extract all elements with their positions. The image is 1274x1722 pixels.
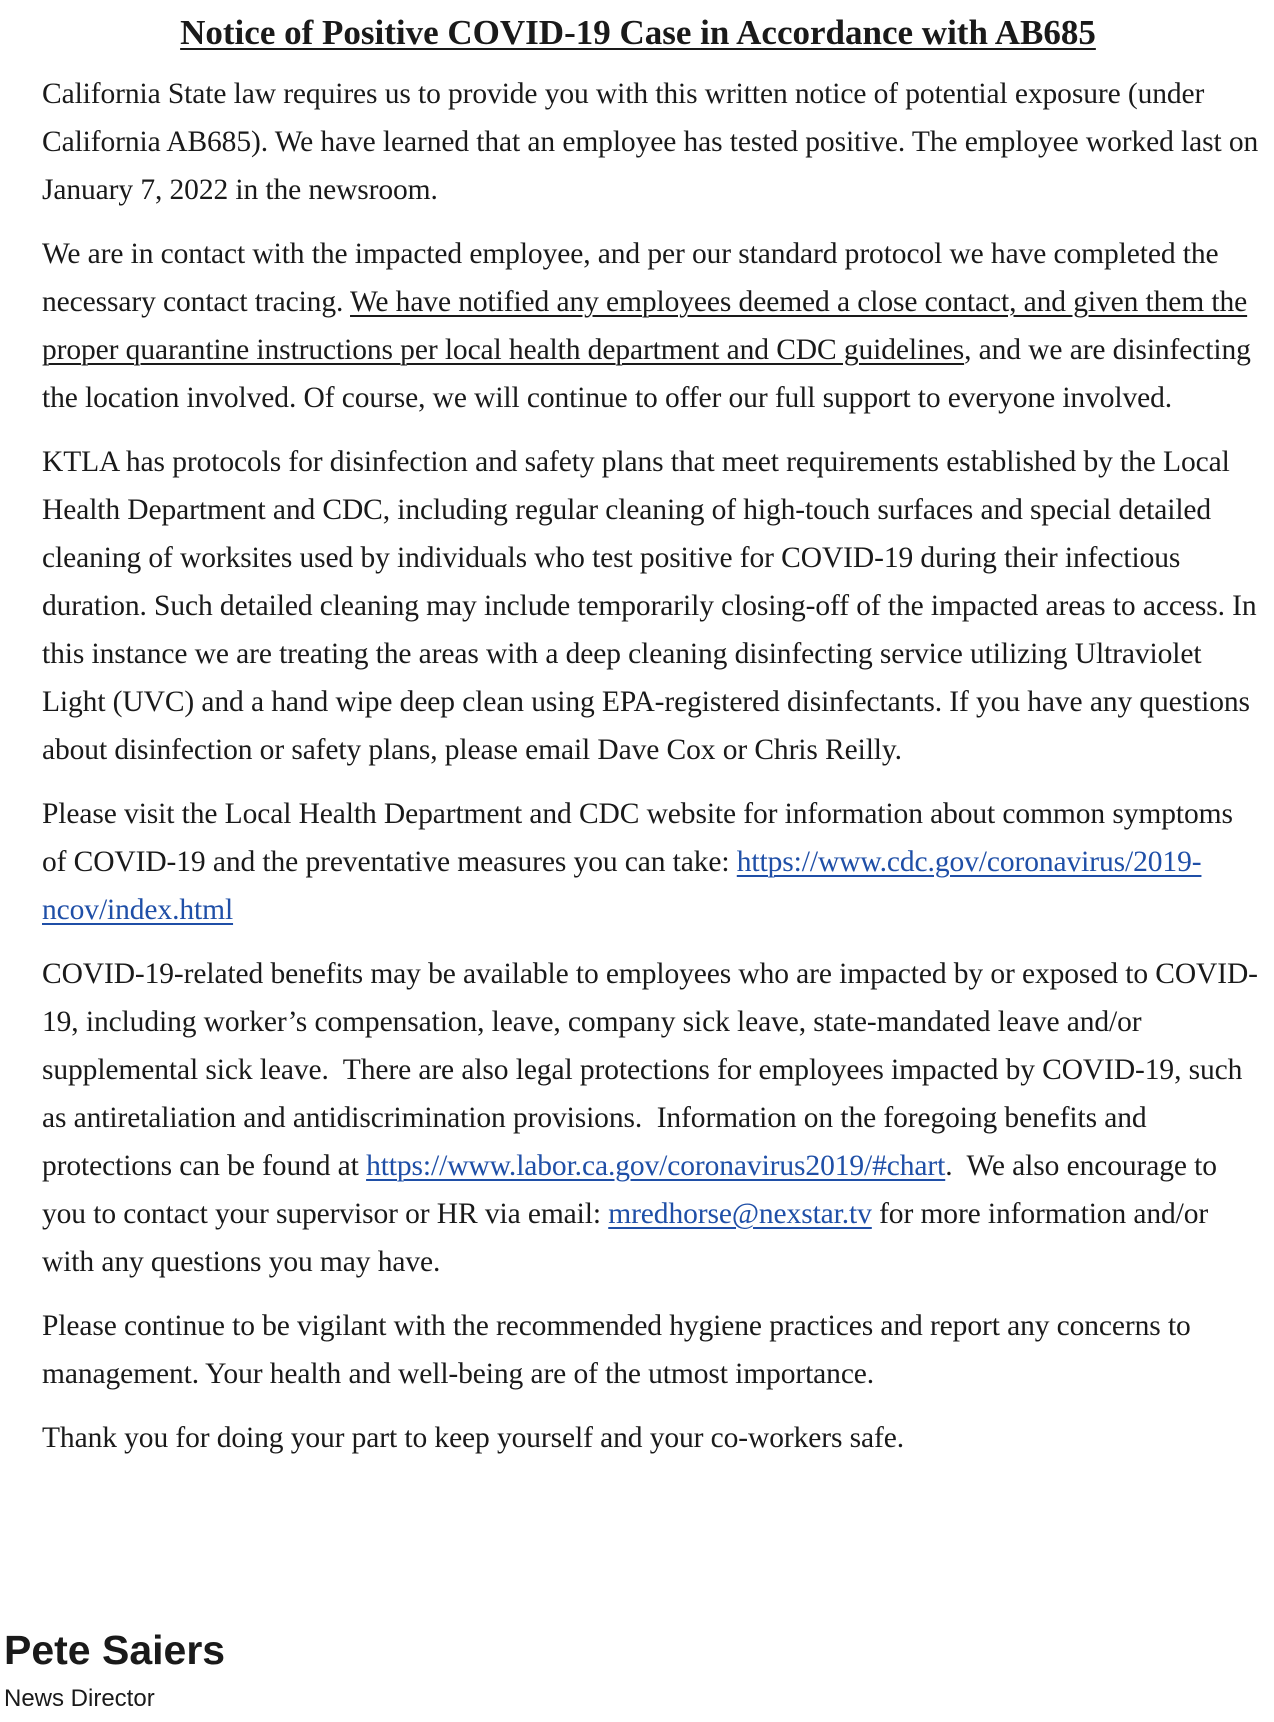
paragraph-hygiene-reminder [42,1302,1264,1398]
paragraph-disinfection-protocols [42,438,1264,774]
cdc-website-link[interactable]: https://www.cdc.gov/coronavirus/2019-ncov/index.html [42,845,1202,926]
paragraph-exposure-notice [42,70,1264,214]
close-contact-notice-underlined: We have notified any employees deemed a close contact, and given them the proper quarantine instructions per local health department and CDC guidelines [42,285,1248,366]
disinfection-protocols-text: KTLA has protocols for disinfection and safety plans that meet requirements established by the Local Health Department and CDC, including regular cleaning of high-touch surfaces and special detailed cleaning of worksites used by individuals who test positive for COVID-19 during their infectious duration. Such detailed cleaning may include temporarily closing-off of the impacted areas to access. In this instance we are treating the areas with a deep cleaning disinfecting service utilizing Ultraviolet Light (UVC) and a hand wipe deep clean using EPA-registered disinfectants. If you have any questions about disinfection or safety plans, please email Dave Cox or Chris Reilly. [42,445,1257,766]
contact-tracing-lead: We are in contact with the impacted employee, and per our standard protocol we have completed the necessary contact tracing. [42,237,1219,318]
contact-tracing-tail: , and we are disinfecting the location involved. Of course, we will continue to offer our full support to everyone involved. [42,333,1251,414]
notice-title: Notice of Positive COVID-19 Case in Accordance with AB685 [180,13,1096,52]
signature-role: News Director [4,1685,155,1712]
hygiene-reminder-text: Please continue to be vigilant with the recommended hygiene practices and report any concerns to management. Your health and well-being are of the utmost importance. [42,1309,1191,1390]
cdc-info-lead: Please visit the Local Health Department and CDC website for information about common symptoms of COVID-19 and the preventative measures you can take: [42,797,1233,878]
labor-ca-website-link[interactable]: https://www.labor.ca.gov/coronavirus2019/#chart [366,1149,946,1182]
paragraph-thank-you [42,1414,1264,1462]
paragraph-contact-tracing [42,230,1264,422]
signature-name: Pete Saiers [4,1627,226,1673]
notice-document [42,10,1264,1478]
paragraph-benefits [42,950,1264,1286]
benefits-lead: COVID-19-related benefits may be available to employees who are impacted by or exposed to COVID-19, including worker’s compensation, leave, company sick leave, state-mandated leave and/or supplemental sick leave. There are also legal protections for employees impacted by COVID-19, such as antiretaliation and antidiscrimination provisions. Information on the foregoing benefits and protections can be found at [42,957,1258,1182]
paragraph-exposure-text: California State law requires us to provide you with this written notice of potential exposure (under California AB685). We have learned that an employee has tested positive. The employee worked last on January 7, 2022 in the newsroom. [42,77,1259,206]
paragraph-cdc-info [42,790,1264,934]
signature-block [4,1627,226,1712]
hr-email-link[interactable]: mredhorse@nexstar.tv [608,1197,872,1230]
benefits-mid: . We also encourage to you to contact your supervisor or HR via email: [42,1149,1217,1230]
benefits-tail: for more information and/or with any questions you may have. [42,1197,1209,1278]
thank-you-text: Thank you for doing your part to keep yourself and your co-workers safe. [42,1421,904,1454]
